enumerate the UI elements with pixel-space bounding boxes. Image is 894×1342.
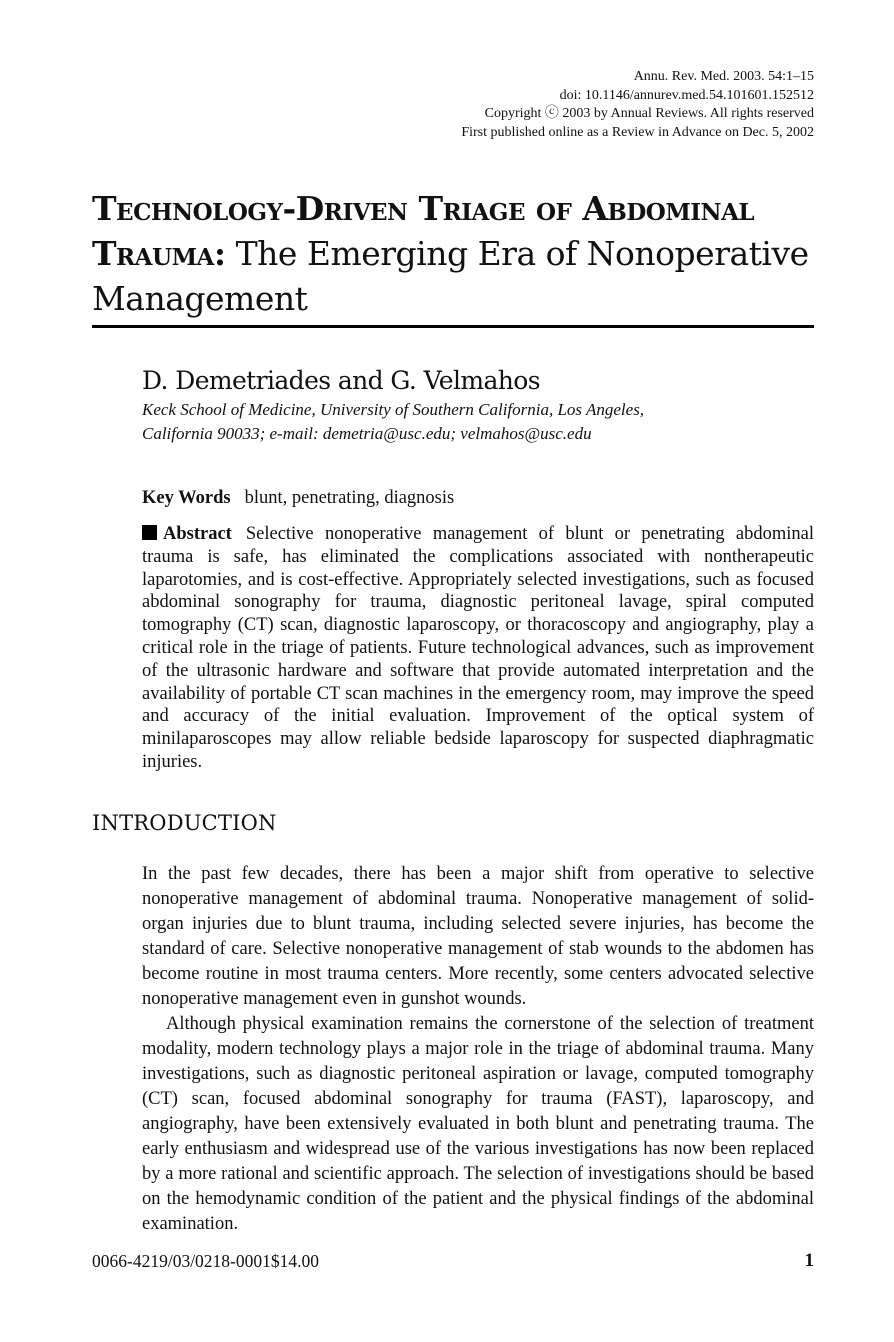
section-heading-introduction: INTRODUCTION: [92, 811, 277, 835]
abstract-text: Selective nonoperative management of blunt or penetrating abdominal trauma is safe, has eliminated the complications associated with nontherapeutic laparotomies, and is cost-effective. Appropriately selected investigations, such as focused abdominal sonography for trauma, diagnostic peritoneal lavage, spiral computed tomography (CT) scan, diagnostic laparoscopy, or thoracoscopy and angiography, play a critical role in the triage of patients. Future technological advances, such as improvement of the ultrasonic hardware and software that provide automated interpretation and the availability of portable CT scan machines in the emergency room, may improve the speed and accuracy of the initial evaluation. Improvement of the optical system of minilaparoscopes may allow reliable bedside laparoscopy for suspected diaphragmatic injuries.: [142, 524, 814, 772]
copyright: Copyright ⓒ 2003 by Annual Reviews. All rights reserved: [484, 106, 814, 121]
article-title: [92, 186, 814, 321]
footer-code: 0066-4219/03/0218-0001$14.00: [92, 1251, 320, 1271]
keywords: [142, 488, 454, 509]
affiliation: [142, 398, 644, 445]
publication-date: First published online as a Review in Advance on Dec. 5, 2002: [461, 124, 814, 140]
authors: D. Demetriades and G. Velmahos: [142, 366, 540, 395]
paragraph: In the past few decades, there has been a major shift from operative to selective nonoperative management of abdominal trauma. Nonoperative management of solid-organ injuries due to blunt trauma, including selected severe injuries, has become the standard of care. Selective nonoperative management of stab wounds to the abdomen has become routine in most trauma centers. More recently, some centers advocated selective nonoperative management even in gunshot wounds.: [142, 864, 814, 1009]
doi: doi: 10.1146/annurev.med.54.101601.152512: [559, 87, 814, 103]
abstract-label: Abstract: [163, 524, 232, 544]
keywords-label: Key Words: [142, 488, 231, 508]
affiliation-line-1: Keck School of Medicine, University of Southern California, Los Angeles,: [142, 400, 645, 419]
abstract-square-icon: [142, 525, 157, 540]
abstract: [142, 523, 814, 774]
title-main: Technology-Driven Triage of Abdominal Trauma: [92, 189, 755, 273]
title-subtitle: The Emerging Era of Nonoperative Management: [92, 234, 809, 318]
keywords-value: blunt, penetrating, diagnosis: [244, 488, 455, 508]
introduction-body: [142, 862, 814, 1237]
page-number: 1: [804, 1250, 814, 1271]
article-metadata: [461, 68, 814, 142]
citation: Annu. Rev. Med. 2003. 54:1–15: [633, 69, 814, 84]
affiliation-line-2: California 90033; e-mail: demetria@usc.edu; velmahos@usc.edu: [142, 423, 592, 443]
title-colon: :: [213, 234, 226, 273]
paragraph: Although physical examination remains the cornerstone of the selection of treatment modality, modern technology plays a major role in the triage of abdominal trauma. Many investigations, such as diagnostic peritoneal aspiration or lavage, computed tomography (CT) scan, focused abdominal sonography for trauma (FAST), laparoscopy, and angiography, have been extensively evaluated in both blunt and penetrating trauma. The early enthusiasm and widespread use of the various investigations has now been replaced by a more rational and scientific approach. The selection of investigations should be based on the hemodynamic condition of the patient and the physical findings of the abdominal examination.: [142, 1014, 814, 1234]
title-rule: [92, 325, 814, 328]
